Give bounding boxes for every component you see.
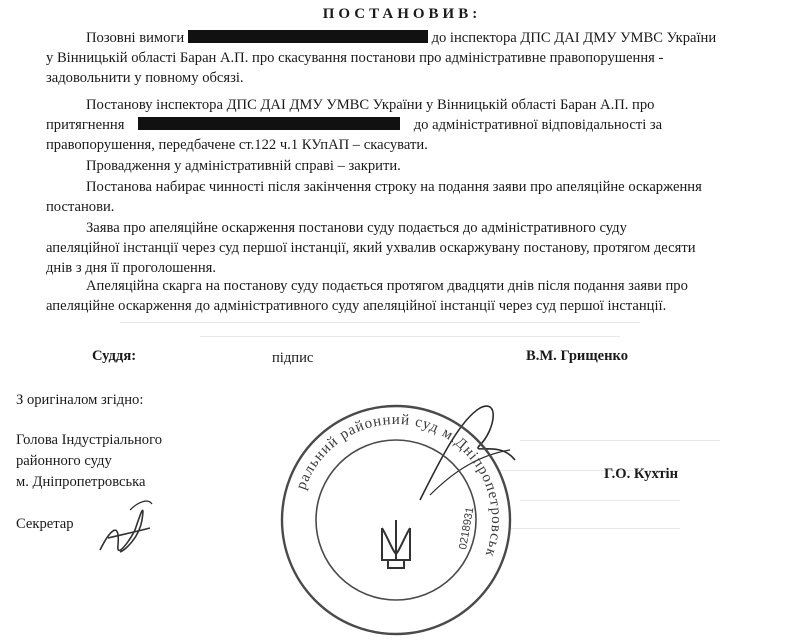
text: апеляційної інстанції через суд першої інстанції, який ухвалив оскаржувану постанову, протягом десяти bbox=[46, 240, 696, 256]
show-through-mark bbox=[520, 440, 720, 441]
show-through-mark bbox=[510, 528, 680, 529]
text: Заява про апеляційне оскарження постанови суду подається до адміністративного суду bbox=[86, 220, 627, 236]
court-stamp-icon bbox=[276, 400, 516, 640]
show-through-mark bbox=[120, 322, 640, 323]
redaction-bar bbox=[138, 117, 400, 130]
show-through-mark bbox=[200, 336, 620, 337]
text: правопорушення, передбачене ст.122 ч.1 КУпАП – скасувати. bbox=[46, 137, 428, 153]
text: задовольнити у повному обсязі. bbox=[46, 70, 244, 86]
head-title-line2: районного суду bbox=[16, 453, 112, 469]
original-note: З оригіналом згідно: bbox=[16, 392, 144, 408]
head-title-line3: м. Дніпропетровська bbox=[16, 474, 146, 490]
paragraph-appeal-statement bbox=[46, 218, 746, 278]
text: у Вінницькій області Баран А.П. про скасування постанови про адміністративне правопорушення - bbox=[46, 50, 664, 66]
stamp-code: 0218931 bbox=[457, 506, 477, 551]
decision-heading: ПОСТАНОВИВ: bbox=[322, 6, 482, 22]
show-through-mark bbox=[520, 500, 680, 501]
judge-name: В.М. Грищенко bbox=[526, 348, 629, 364]
text: постанови. bbox=[46, 199, 115, 215]
text: Провадження у адміністративній справі – закрити. bbox=[86, 158, 401, 174]
head-name: Г.О. Кухтін bbox=[604, 466, 679, 482]
redaction-bar bbox=[188, 30, 428, 43]
text: Позовні вимоги bbox=[86, 30, 185, 46]
text: Постанова набирає чинності після закінчення строку на подання заяви про апеляційне оскарження bbox=[86, 179, 702, 195]
text: апеляційне оскарження до адміністративного суду апеляційної інстанції через суд першої інстанції. bbox=[46, 298, 667, 314]
text: Постанову інспектора ДПС ДАІ ДМУ УМВС України у Вінницькій області Баран А.П. про bbox=[86, 97, 655, 113]
signature-word: підпис bbox=[272, 350, 314, 366]
paragraph-claims bbox=[46, 28, 746, 88]
paragraph-appeal-complaint bbox=[46, 276, 746, 316]
secretary-label: Секретар bbox=[16, 516, 74, 532]
paragraph-close-proceedings bbox=[86, 156, 746, 176]
text: днів з дня її проголошення. bbox=[46, 260, 217, 276]
text: до адміністративної відповідальності за bbox=[413, 117, 663, 133]
head-title-line1: Голова Індустріального bbox=[16, 432, 163, 448]
text: притягнення bbox=[46, 117, 125, 133]
stamp-ring-text: ральний районний суд м.Дніпропетровськ bbox=[293, 411, 505, 560]
text: Апеляційна скарга на постанову суду подається протягом двадцяти днів після подання заяви про bbox=[86, 278, 688, 294]
secretary-signature-icon bbox=[90, 490, 160, 565]
judge-label: Суддя: bbox=[92, 348, 137, 364]
text: до інспектора ДПС ДАІ ДМУ УМВС України bbox=[431, 30, 717, 46]
paragraph-cancel-resolution bbox=[46, 95, 746, 155]
paragraph-effective-date bbox=[46, 177, 746, 217]
